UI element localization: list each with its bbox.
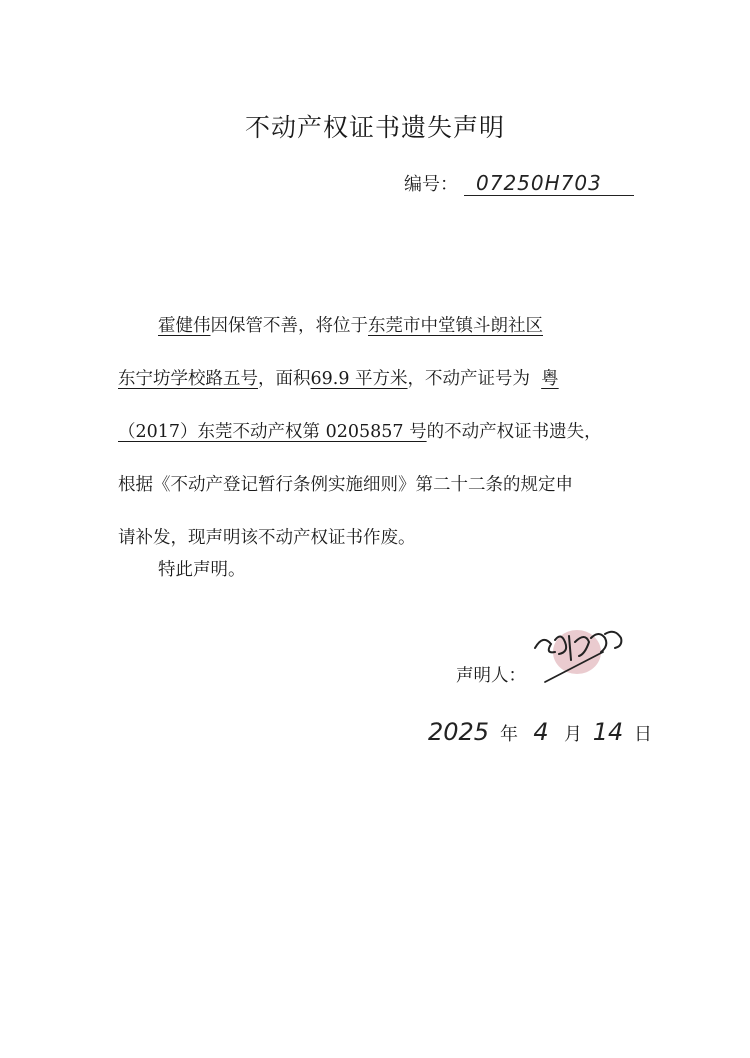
body-line-3: （2017）东莞不动产权第 0205857 号的不动产权证书遗失，	[118, 422, 602, 442]
declaration-body	[118, 300, 658, 565]
date-day-char: 日	[634, 724, 652, 745]
body-line-4: 根据《不动产登记暂行条例实施细则》第二十二条的规定申	[118, 475, 573, 495]
date-month: 4	[533, 718, 549, 746]
address-line-2: 东宁坊学校路五号	[118, 369, 258, 389]
cert-number: （2017）东莞不动产权第 0205857 号	[118, 422, 427, 442]
cert-prefix: 粤	[541, 369, 559, 389]
date-year-char: 年	[500, 724, 518, 745]
number-label: 编号：	[404, 174, 458, 195]
body-line-5: 请补发，现声明该不动产权证书作废。	[118, 528, 416, 548]
date-month-char: 月	[564, 724, 582, 745]
date-year: 2025	[428, 718, 490, 746]
signature-image	[525, 612, 635, 692]
certificate-number-row	[404, 170, 634, 196]
owner-name: 霍健伟	[158, 316, 211, 336]
address-line-1: 东莞市中堂镇斗朗社区	[368, 316, 543, 336]
document-title: 不动产权证书遗失声明	[244, 113, 505, 142]
date-row	[428, 718, 658, 746]
body-line-2: 东宁坊学校路五号，面积69.9 平方米，不动产证号为 粤	[118, 369, 559, 389]
area-value: 69.9 平方米	[310, 369, 408, 389]
body-line-1: 霍健伟因保管不善，将位于东莞市中堂镇斗朗社区	[158, 316, 543, 336]
closing-text: 特此声明。	[158, 560, 246, 580]
date-day: 14	[592, 718, 624, 746]
number-value: 07250H703	[464, 171, 634, 196]
signer-label: 声明人：	[456, 666, 526, 686]
